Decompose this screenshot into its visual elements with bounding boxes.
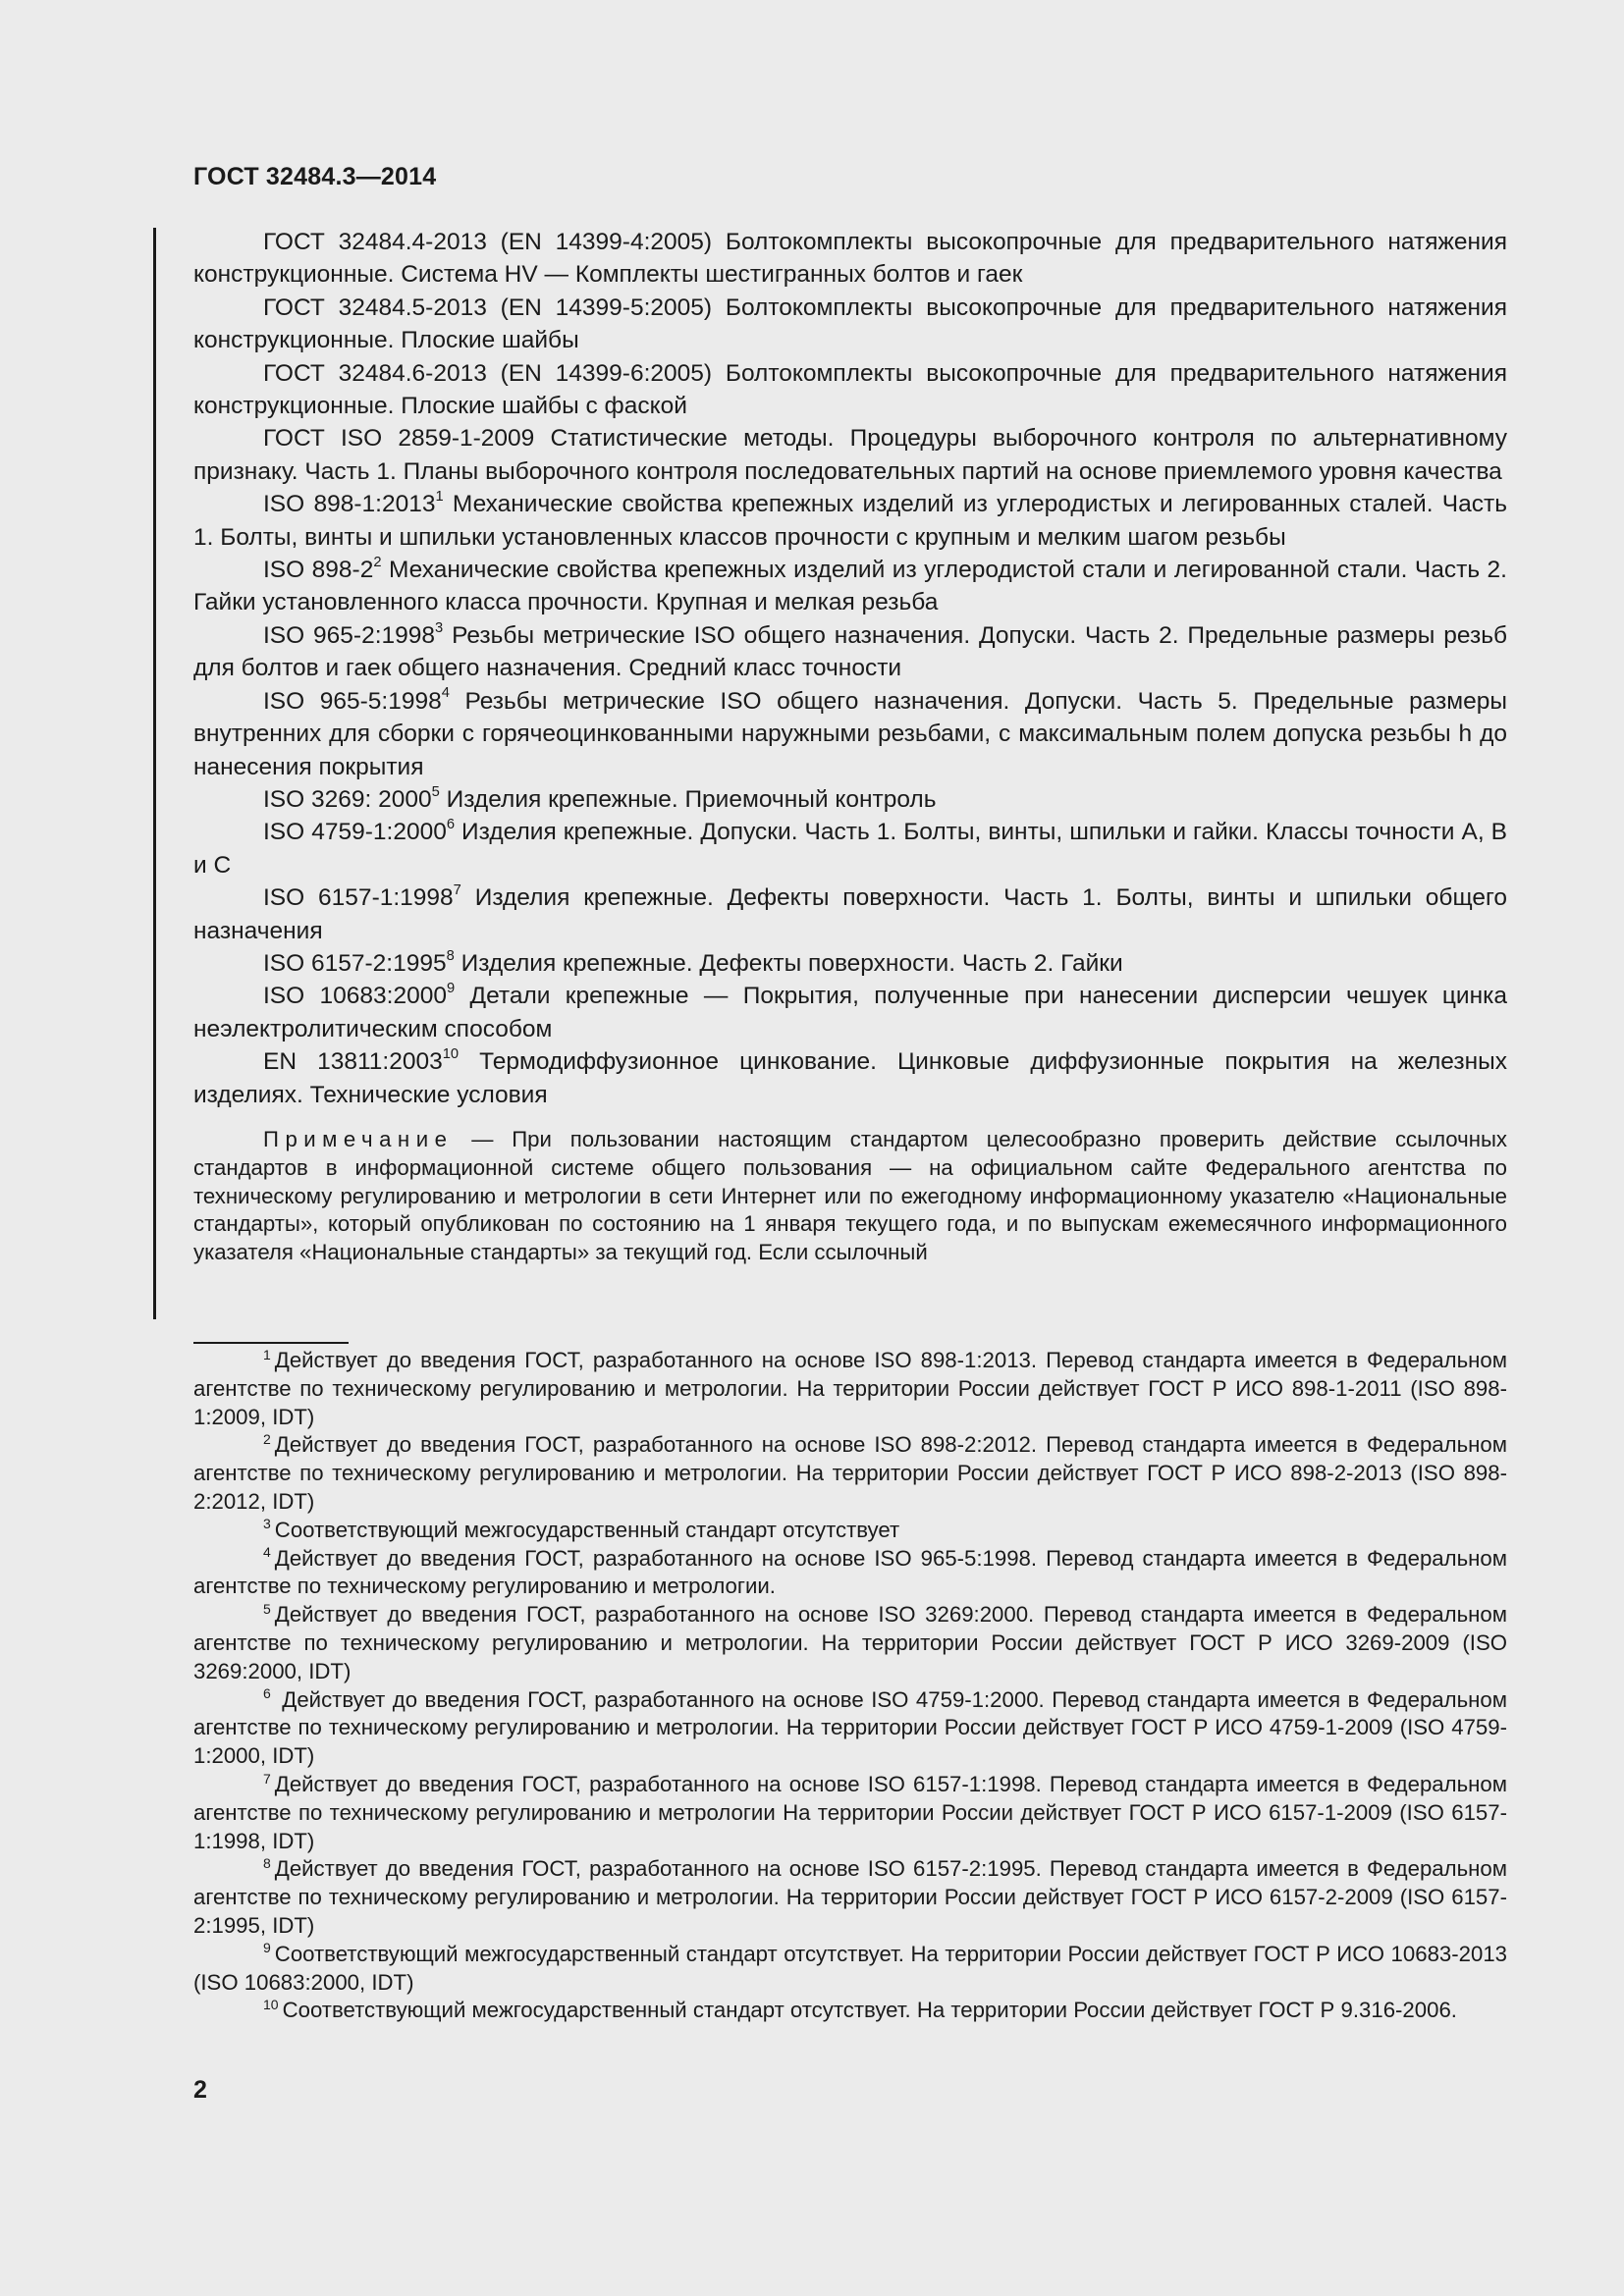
footnote-reference-mark: 10 bbox=[442, 1045, 460, 1062]
note-paragraph bbox=[193, 1126, 1507, 1267]
footnote-mark: 7 bbox=[263, 1770, 271, 1787]
footnote-mark: 3 bbox=[263, 1516, 271, 1532]
footnote-item bbox=[193, 1347, 1507, 1431]
reference-title: Болтокомплекты высокопрочные для предварительного натяжения конструкционные. Система HV — Комплекты шестигранных болтов и гаек bbox=[193, 229, 1507, 289]
page-number: 2 bbox=[193, 2076, 207, 2104]
footnote-item bbox=[193, 1771, 1507, 1855]
footnote-mark: 5 bbox=[263, 1600, 271, 1617]
reference-code: ISO 10683:2000 bbox=[263, 983, 447, 1010]
reference-item bbox=[193, 226, 1507, 292]
reference-item bbox=[193, 947, 1507, 980]
footnote-mark: 10 bbox=[263, 1996, 279, 2012]
reference-list bbox=[193, 226, 1507, 1111]
reference-item bbox=[193, 783, 1507, 816]
reference-item bbox=[193, 816, 1507, 881]
footnote-mark: 1 bbox=[263, 1346, 271, 1362]
reference-item bbox=[193, 685, 1507, 783]
reference-item bbox=[193, 1045, 1507, 1111]
footnote-text: Действует до введения ГОСТ, разработанного на основе ISO 4759-1:2000. Перевод стандарта имеется в Федеральном агентстве по техническому регулированию и метрологии. На территории России действует ГОСТ Р ИСО 4759-1-2009 (ISO 4759-1:2000, IDT) bbox=[193, 1686, 1507, 1769]
reference-code: ISO 6157-2:1995 bbox=[263, 949, 447, 977]
reference-code: ISO 965-2:1998 bbox=[263, 621, 436, 649]
footnote-item bbox=[193, 1545, 1507, 1602]
footnote-text: Действует до введения ГОСТ, разработанного на основе ISO 898-2:2012. Перевод стандарта имеется в Федеральном агентстве по техническому регулированию и метрологии. На территории России действует ГОСТ Р ИСО 898-2-2013 (ISO 898-2:2012, IDT) bbox=[193, 1432, 1507, 1514]
reference-code: ISO 3269: 2000 bbox=[263, 785, 432, 813]
reference-title: Изделия крепежные. Допуски. Часть 1. Болты, винты, шпильки и гайки. Классы точности А, В и С bbox=[193, 819, 1507, 879]
footnote-text: Соответствующий межгосударственный стандарт отсутствует bbox=[274, 1517, 900, 1542]
reference-code: ГОСТ 32484.6-2013 (EN 14399-6:2005) bbox=[263, 359, 713, 387]
footnote-mark: 2 bbox=[263, 1431, 271, 1447]
reference-title: Резьбы метрические ISO общего назначения. Допуски. Часть 2. Предельные размеры резьб для болтов и гаек общего назначения. Средний класс точности bbox=[193, 621, 1507, 682]
footnote-separator bbox=[193, 1342, 349, 1344]
reference-code: ISO 898-2 bbox=[263, 557, 374, 584]
reference-item bbox=[193, 488, 1507, 554]
reference-title: Изделия крепежные. Дефекты поверхности. Часть 2. Гайки bbox=[460, 949, 1123, 977]
reference-code: ГОСТ 32484.5-2013 (EN 14399-5:2005) bbox=[263, 294, 713, 321]
reference-code: ISO 6157-1:1998 bbox=[263, 884, 454, 912]
reference-item bbox=[193, 980, 1507, 1045]
reference-title: Статистические методы. Процедуры выборочного контроля по альтернативному признаку. Часть 1. Планы выборочного контроля последовательных партий на основе приемлемого уровня качества bbox=[193, 425, 1508, 485]
footnote-item bbox=[193, 1997, 1507, 2025]
reference-title: Изделия крепежные. Дефекты поверхности. Часть 1. Болты, винты и шпильки общего назначения bbox=[193, 884, 1507, 944]
reference-code: EN 13811:2003 bbox=[263, 1048, 443, 1076]
reference-code: ГОСТ 32484.4-2013 (EN 14399-4:2005) bbox=[263, 229, 713, 255]
reference-title: Резьбы метрические ISO общего назначения. Допуски. Часть 5. Предельные размеры внутренних для сборки с горячеоцинкованными наружными резьбами, с максимальным полем допуска резьбы h до нанесения покрытия bbox=[193, 687, 1507, 780]
footnote-reference-mark: 6 bbox=[446, 816, 456, 832]
footnote-reference-mark: 2 bbox=[373, 554, 382, 570]
footnote-mark: 8 bbox=[263, 1854, 271, 1871]
footnote-item bbox=[193, 1601, 1507, 1685]
footnote-reference-mark: 7 bbox=[453, 881, 461, 898]
footnote-text: Действует до введения ГОСТ, разработанного на основе ISO 898-1:2013. Перевод стандарта имеется в Федеральном агентстве по техническому регулированию и метрологии. На территории России действует ГОСТ Р ИСО 898-1-2011 (ISO 898-1:2009, IDT) bbox=[193, 1348, 1507, 1429]
reference-item bbox=[193, 422, 1507, 488]
footnote-reference-mark: 4 bbox=[441, 685, 450, 702]
footnote-reference-mark: 3 bbox=[435, 619, 444, 636]
footnote-reference-mark: 9 bbox=[446, 980, 456, 996]
footnote-item bbox=[193, 1855, 1507, 1940]
page-header-standard-code: ГОСТ 32484.3—2014 bbox=[193, 163, 437, 190]
footnote-text: Действует до введения ГОСТ, разработанного на основе ISO 3269:2000. Перевод стандарта имеется в Федеральном агентстве по техническому регулированию и метрологии. На территории России действует ГОСТ Р ИСО 3269-2009 (ISO 3269:2000, IDT) bbox=[193, 1602, 1507, 1683]
reference-code: ISO 965-5:1998 bbox=[263, 687, 442, 715]
note-text: — При пользовании настоящим стандартом целесообразно проверить действие ссылочных стандартов в информационной системе общего пользования — на официальном сайте Федерального агентства по техническому регулированию и метрологии в сети Интернет или по ежегодному информационному указателю «Национальные стандарты», который опубликован по состоянию на 1 января текущего года, и по выпускам ежемесячного информационного указателя «Национальные стандарты» за текущий год. Если ссылочный bbox=[193, 1126, 1507, 1265]
footnote-item bbox=[193, 1686, 1507, 1771]
reference-item bbox=[193, 554, 1507, 619]
footnote-text: Соответствующий межгосударственный стандарт отсутствует. На территории России действует ГОСТ Р ИСО 10683-2013 (ISO 10683:2000, IDT) bbox=[193, 1941, 1507, 1995]
footnote-item bbox=[193, 1941, 1507, 1998]
reference-item bbox=[193, 881, 1507, 947]
reference-title: Термодиффузионное цинкование. Цинковые диффузионные покрытия на железных изделиях. Технические условия bbox=[193, 1048, 1508, 1108]
revision-change-bar bbox=[153, 228, 156, 1319]
reference-title: Механические свойства крепежных изделий из углеродистых и легированных сталей. Часть 1. Болты, винты и шпильки установленных классов прочности с крупным и мелким шагом резьбы bbox=[193, 491, 1507, 551]
reference-item bbox=[193, 619, 1507, 685]
footnote-text: Соответствующий межгосударственный стандарт отсутствует. На территории России действует ГОСТ Р 9.316-2006. bbox=[282, 1998, 1457, 2023]
footnotes-block bbox=[193, 1347, 1507, 2025]
normative-references bbox=[193, 226, 1507, 1267]
reference-title: Изделия крепежные. Приемочный контроль bbox=[446, 785, 937, 813]
footnote-reference-mark: 5 bbox=[431, 783, 440, 800]
reference-item bbox=[193, 292, 1507, 357]
footnote-mark: 9 bbox=[263, 1940, 271, 1956]
reference-title: Болтокомплекты высокопрочные для предварительного натяжения конструкционные. Плоские шайбы с фаской bbox=[193, 359, 1507, 420]
reference-code: ISO 898-1:2013 bbox=[263, 491, 436, 518]
reference-code: ISO 4759-1:2000 bbox=[263, 819, 447, 846]
footnote-reference-mark: 8 bbox=[446, 947, 455, 964]
reference-title: Детали крепежные — Покрытия, полученные при нанесении дисперсии чешуек цинка неэлектролитическим способом bbox=[193, 983, 1508, 1042]
footnote-text: Действует до введения ГОСТ, разработанного на основе ISO 6157-1:1998. Перевод стандарта имеется в Федеральном агентстве по техническому регулированию и метрологии На территории России действует ГОСТ Р ИСО 6157-1-2009 (ISO 6157-1:1998, IDT) bbox=[193, 1771, 1507, 1853]
note-label: Примечание bbox=[263, 1126, 454, 1151]
footnote-text: Действует до введения ГОСТ, разработанного на основе ISO 6157-2:1995. Перевод стандарта имеется в Федеральном агентстве по техническому регулированию и метрологии. На территории России действует ГОСТ Р ИСО 6157-2-2009 (ISO 6157-2:1995, IDT) bbox=[193, 1856, 1507, 1938]
footnote-item bbox=[193, 1517, 1507, 1545]
footnote-mark: 6 bbox=[263, 1685, 271, 1702]
reference-code: ГОСТ ISO 2859-1-2009 bbox=[263, 425, 535, 453]
footnote-text: Действует до введения ГОСТ, разработанного на основе ISO 965-5:1998. Перевод стандарта имеется в Федеральном агентстве по техническому регулированию и метрологии. bbox=[193, 1545, 1507, 1599]
reference-title: Болтокомплекты высокопрочные для предварительного натяжения конструкционные. Плоские шайбы bbox=[193, 294, 1507, 354]
footnote-item bbox=[193, 1431, 1507, 1516]
footnote-mark: 4 bbox=[263, 1544, 271, 1561]
reference-item bbox=[193, 357, 1507, 423]
reference-title: Механические свойства крепежных изделий из углеродистой стали и легированной стали. Часть 2. Гайки установленного класса прочности. Крупная и мелкая резьба bbox=[193, 557, 1507, 616]
footnote-reference-mark: 1 bbox=[435, 488, 444, 505]
